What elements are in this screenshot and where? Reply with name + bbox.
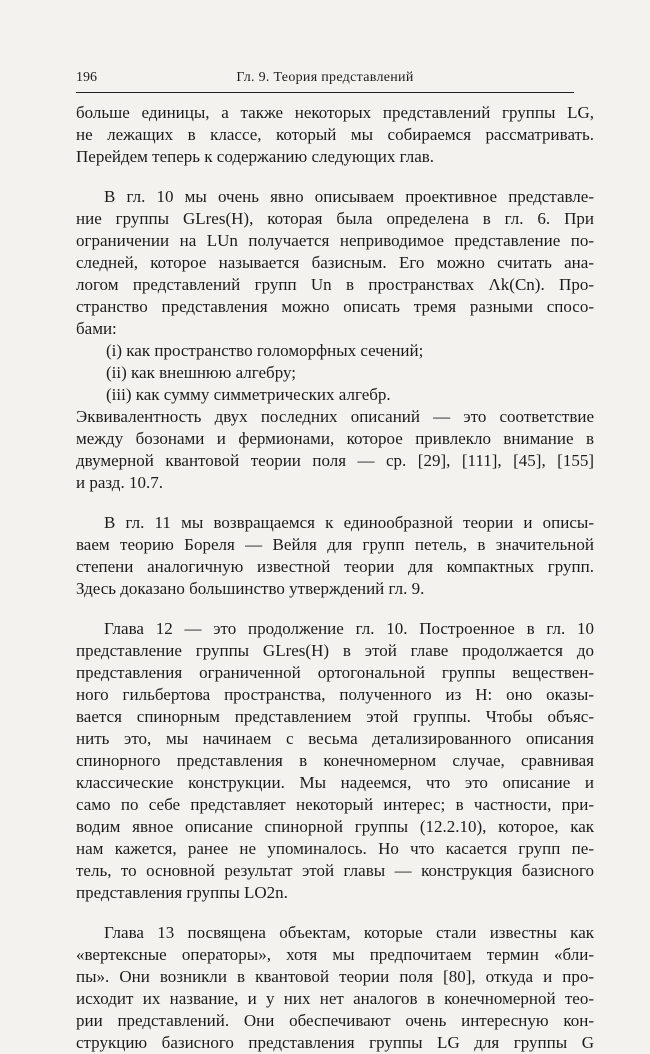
text-line: Здесь доказано большинство утверждений гл. 9.	[76, 579, 425, 598]
paragraph-5	[76, 922, 594, 1054]
text-line: Эквивалентность двух последних описаний — это соответствие	[76, 407, 594, 426]
text-line: классические конструкции. Мы надеемся, что это описание и	[76, 773, 594, 792]
text-line: представления группы LO2n.	[76, 883, 288, 902]
text-line: ограничении на LUn получается неприводимое представление по-	[76, 231, 594, 250]
text-line: не лежащих в классе, который мы собираемся рассматривать.	[76, 125, 594, 144]
paragraph-2	[76, 186, 594, 494]
paragraph-3	[76, 512, 594, 600]
text-line: странство представления можно описать тремя разными спосо-	[76, 297, 594, 316]
text-line: и разд. 10.7.	[76, 473, 163, 492]
text-line: следней, которое называется базисным. Его можно считать ана-	[76, 253, 594, 272]
text-line: рии представлений. Они обеспечивают очень интересную кон-	[76, 1011, 594, 1030]
text-line: спинорного представления в конечномерном случае, сравнивая	[76, 751, 594, 770]
text-line: нам кажется, ранее не упоминалось. Но что касается групп пе-	[76, 839, 594, 858]
text-line: двумерной квантовой теории поля — ср. [29], [111], [45], [155]	[76, 451, 594, 470]
text-line: Глава 13 посвящена объектам, которые стали известны как	[104, 923, 594, 942]
text-line: водим явное описание спинорной группы (12.2.10), которое, как	[76, 817, 594, 836]
text-line: ние группы GLres(H), которая была определена в гл. 6. При	[76, 209, 594, 228]
text-line: ного гильбертова пространства, полученного из H: оно оказы-	[76, 685, 594, 704]
paragraph-4	[76, 618, 594, 904]
page-body	[76, 102, 594, 1054]
text-line: степени аналогичную известной теории для компактных групп.	[76, 557, 594, 576]
text-line: логом представлений групп Un в пространствах Λk(Cn). Про-	[76, 275, 594, 294]
text-line: исходит их название, и у них нет аналогов в конечномерной тео-	[76, 989, 594, 1008]
paragraph-1	[76, 102, 594, 168]
list-item: (ii) как внешнюю алгебру;	[106, 363, 296, 382]
list-item: (iii) как сумму симметрических алгебр.	[106, 385, 391, 404]
text-line: представления ограниченной ортогональной группы веществен-	[76, 663, 594, 682]
text-line: В гл. 11 мы возвращаемся к единообразной теории и описы-	[104, 513, 594, 532]
text-line: между бозонами и фермионами, которое привлекло внимание в	[76, 429, 594, 448]
text-line: пы». Они возникли в квантовой теории поля [80], откуда и про-	[76, 967, 594, 986]
representations-list	[76, 340, 594, 406]
text-line: бами:	[76, 319, 117, 338]
text-line: В гл. 10 мы очень явно описываем проективное представле-	[104, 187, 594, 206]
text-line: Глава 12 — это продолжение гл. 10. Построенное в гл. 10	[104, 619, 594, 638]
text-line: тель, то основной результат этой главы — конструкция базисного	[76, 861, 594, 880]
list-item: (i) как пространство голоморфных сечений;	[106, 341, 424, 360]
text-line: вается спинорным представлением этой группы. Чтобы объяс-	[76, 707, 594, 726]
text-line: больше единицы, а также некоторых представлений группы LG,	[76, 103, 594, 122]
text-line: ваем теорию Бореля — Вейля для групп петель, в значительной	[76, 535, 594, 554]
text-line: представление группы GLres(H) в этой главе продолжается до	[76, 641, 594, 660]
text-line: Перейдем теперь к содержанию следующих глав.	[76, 147, 435, 166]
text-line: само по себе представляет некоторый интерес; в частности, при-	[76, 795, 594, 814]
text-line: «вертексные операторы», хотя мы предпочитаем термин «бли-	[76, 945, 594, 964]
running-head: Гл. 9. Теория представлений	[236, 70, 414, 85]
text-line: струкцию базисного представления группы LG для группы G	[76, 1033, 594, 1052]
page-header	[76, 68, 574, 93]
text-line: нить это, мы начинаем с весьма детализированного описания	[76, 729, 594, 748]
page-number: 196	[76, 70, 97, 85]
